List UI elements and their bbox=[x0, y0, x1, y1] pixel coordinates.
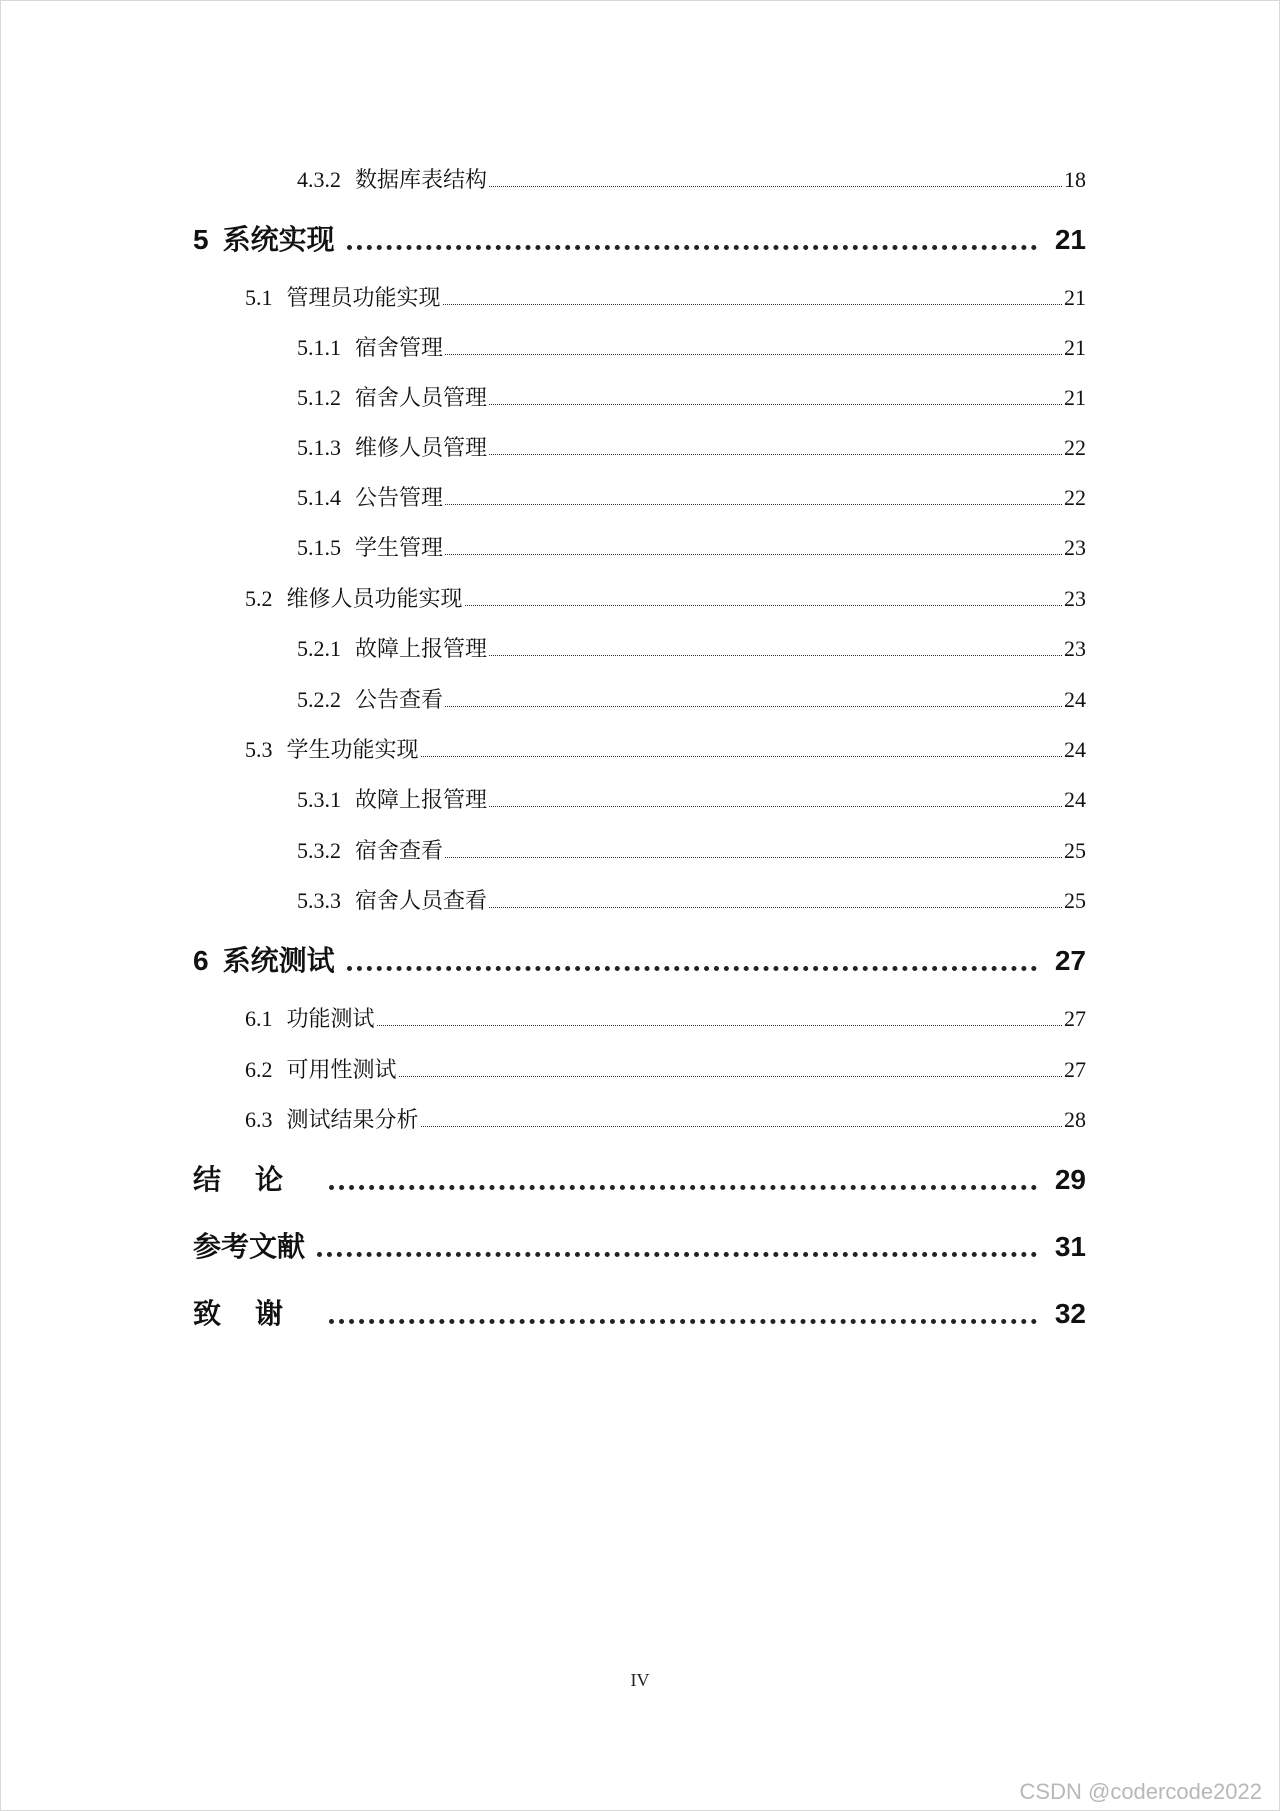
toc-entry-title: 结论 bbox=[193, 1164, 318, 1195]
toc-entry[interactable] bbox=[297, 165, 1086, 195]
toc-entry-page: 22 bbox=[1064, 485, 1086, 510]
toc-entry-title: 故障上报管理 bbox=[355, 636, 488, 661]
dot-leader bbox=[445, 857, 1062, 858]
toc-entry-title: 数据库表结构 bbox=[355, 167, 488, 192]
dot-leader bbox=[489, 186, 1062, 187]
dot-leader bbox=[489, 404, 1062, 405]
toc-entry[interactable] bbox=[297, 333, 1086, 363]
toc-entry-title: 公告查看 bbox=[355, 687, 444, 712]
toc-entry-page: 22 bbox=[1064, 435, 1086, 460]
toc-entry-number: 5.3.1 bbox=[297, 787, 341, 812]
toc-entry-title: 可用性测试 bbox=[286, 1057, 397, 1082]
toc-entry-number: 5.2.1 bbox=[297, 636, 341, 661]
toc-entry-page: 21 bbox=[1064, 385, 1086, 410]
toc-entry-title: 测试结果分析 bbox=[286, 1107, 419, 1132]
dot-leader bbox=[489, 907, 1062, 908]
dot-leader bbox=[399, 1076, 1062, 1077]
toc-entry[interactable] bbox=[297, 383, 1086, 413]
toc-entry-page: 18 bbox=[1064, 167, 1086, 192]
toc-entry-title: 宿舍管理 bbox=[355, 335, 444, 360]
dot-leader bbox=[347, 245, 1037, 250]
toc-entry-number: 5.2 bbox=[245, 586, 273, 611]
toc-entry-title: 系统测试 bbox=[222, 945, 335, 976]
toc-entry-number: 5.1 bbox=[245, 285, 273, 310]
toc-entry-number: 5.1.3 bbox=[297, 435, 341, 460]
toc-entry-page: 25 bbox=[1064, 888, 1086, 913]
toc-entry-title: 故障上报管理 bbox=[355, 787, 488, 812]
toc-entry-title: 宿舍人员查看 bbox=[355, 888, 488, 913]
dot-leader bbox=[445, 504, 1062, 505]
dot-leader bbox=[465, 605, 1062, 606]
toc-entry-number: 5.1.1 bbox=[297, 335, 341, 360]
toc-entry-page: 31 bbox=[1054, 1231, 1086, 1262]
toc-entry[interactable] bbox=[297, 533, 1086, 563]
dot-leader bbox=[329, 1185, 1037, 1190]
toc-entry[interactable] bbox=[297, 685, 1086, 715]
dot-leader bbox=[489, 454, 1062, 455]
toc-entry[interactable] bbox=[297, 634, 1086, 664]
toc-entry-number: 5.1.2 bbox=[297, 385, 341, 410]
toc-entry-number: 4.3.2 bbox=[297, 167, 341, 192]
toc-entry-title: 学生管理 bbox=[355, 535, 444, 560]
toc-entry-page: 23 bbox=[1064, 535, 1086, 560]
toc-entry-number: 5.1.5 bbox=[297, 535, 341, 560]
toc-entry-title: 系统实现 bbox=[222, 224, 335, 255]
toc-entry-title: 宿舍查看 bbox=[355, 838, 444, 863]
toc-entry-title: 学生功能实现 bbox=[286, 737, 419, 762]
toc-entry-acknowledgements[interactable] bbox=[193, 1294, 1086, 1334]
toc-entry-conclusion[interactable] bbox=[193, 1160, 1086, 1200]
toc-entry-page: 32 bbox=[1054, 1298, 1086, 1329]
toc-entry-page: 25 bbox=[1064, 838, 1086, 863]
toc-entry-number: 6.2 bbox=[245, 1057, 273, 1082]
toc-entry-number: 5 bbox=[193, 224, 209, 255]
dot-leader bbox=[377, 1025, 1062, 1026]
toc-entry-title: 管理员功能实现 bbox=[286, 285, 441, 310]
toc-entry-title: 参考文献 bbox=[193, 1231, 306, 1262]
toc-entry-page: 27 bbox=[1064, 1057, 1086, 1082]
toc-entry[interactable] bbox=[245, 1055, 1086, 1085]
toc-entry[interactable] bbox=[297, 886, 1086, 916]
toc-entry-number: 5.3.2 bbox=[297, 838, 341, 863]
dot-leader bbox=[329, 1319, 1037, 1324]
toc-entry-page: 24 bbox=[1064, 737, 1086, 762]
toc-entry-page: 27 bbox=[1054, 945, 1086, 976]
dot-leader bbox=[445, 706, 1062, 707]
toc-entry-number: 5.3 bbox=[245, 737, 273, 762]
toc-entry-page: 23 bbox=[1064, 636, 1086, 661]
toc-entry-page: 23 bbox=[1064, 586, 1086, 611]
toc-entry[interactable] bbox=[245, 584, 1086, 614]
toc-entry[interactable] bbox=[297, 785, 1086, 815]
toc-entry-page: 21 bbox=[1064, 285, 1086, 310]
toc-entry[interactable] bbox=[245, 1105, 1086, 1135]
toc-entry-number: 6.3 bbox=[245, 1107, 273, 1132]
dot-leader bbox=[445, 554, 1062, 555]
toc-entry-number: 5.3.3 bbox=[297, 888, 341, 913]
toc-entry[interactable] bbox=[245, 1004, 1086, 1034]
dot-leader bbox=[445, 354, 1062, 355]
toc-entry-number: 5.1.4 bbox=[297, 485, 341, 510]
toc-entry-number: 6 bbox=[193, 945, 209, 976]
toc-entry-title: 宿舍人员管理 bbox=[355, 385, 488, 410]
dot-leader bbox=[421, 1126, 1062, 1127]
toc-entry-page: 24 bbox=[1064, 687, 1086, 712]
dot-leader bbox=[317, 1252, 1037, 1257]
toc-entry-number: 5.2.2 bbox=[297, 687, 341, 712]
toc-entry-title: 功能测试 bbox=[286, 1006, 375, 1031]
toc-entry-references[interactable] bbox=[193, 1227, 1086, 1267]
toc-entry-chapter[interactable] bbox=[193, 220, 1086, 260]
toc-entry-title: 致谢 bbox=[193, 1298, 318, 1329]
toc-entry[interactable] bbox=[297, 836, 1086, 866]
toc-entry[interactable] bbox=[297, 433, 1086, 463]
toc-entry-title: 维修人员管理 bbox=[355, 435, 488, 460]
toc-entry-page: 21 bbox=[1064, 335, 1086, 360]
toc-entry[interactable] bbox=[297, 483, 1086, 513]
dot-leader bbox=[421, 756, 1062, 757]
toc-entry-page: 24 bbox=[1064, 787, 1086, 812]
dot-leader bbox=[347, 966, 1037, 971]
dot-leader bbox=[443, 304, 1062, 305]
dot-leader bbox=[489, 655, 1062, 656]
toc-entry-title: 公告管理 bbox=[355, 485, 444, 510]
toc-entry[interactable] bbox=[245, 283, 1086, 313]
toc-entry-page: 21 bbox=[1054, 224, 1086, 255]
toc-entry[interactable] bbox=[245, 735, 1086, 765]
toc-entry-title: 维修人员功能实现 bbox=[286, 586, 463, 611]
toc-entry-chapter[interactable] bbox=[193, 941, 1086, 981]
toc-entry-page: 28 bbox=[1064, 1107, 1086, 1132]
toc-entry-page: 27 bbox=[1064, 1006, 1086, 1031]
toc-entry-number: 6.1 bbox=[245, 1006, 273, 1031]
watermark: CSDN @codercode2022 bbox=[1019, 1779, 1262, 1804]
page-number: IV bbox=[630, 1670, 650, 1690]
toc-entry-page: 29 bbox=[1054, 1164, 1086, 1195]
dot-leader bbox=[489, 806, 1062, 807]
